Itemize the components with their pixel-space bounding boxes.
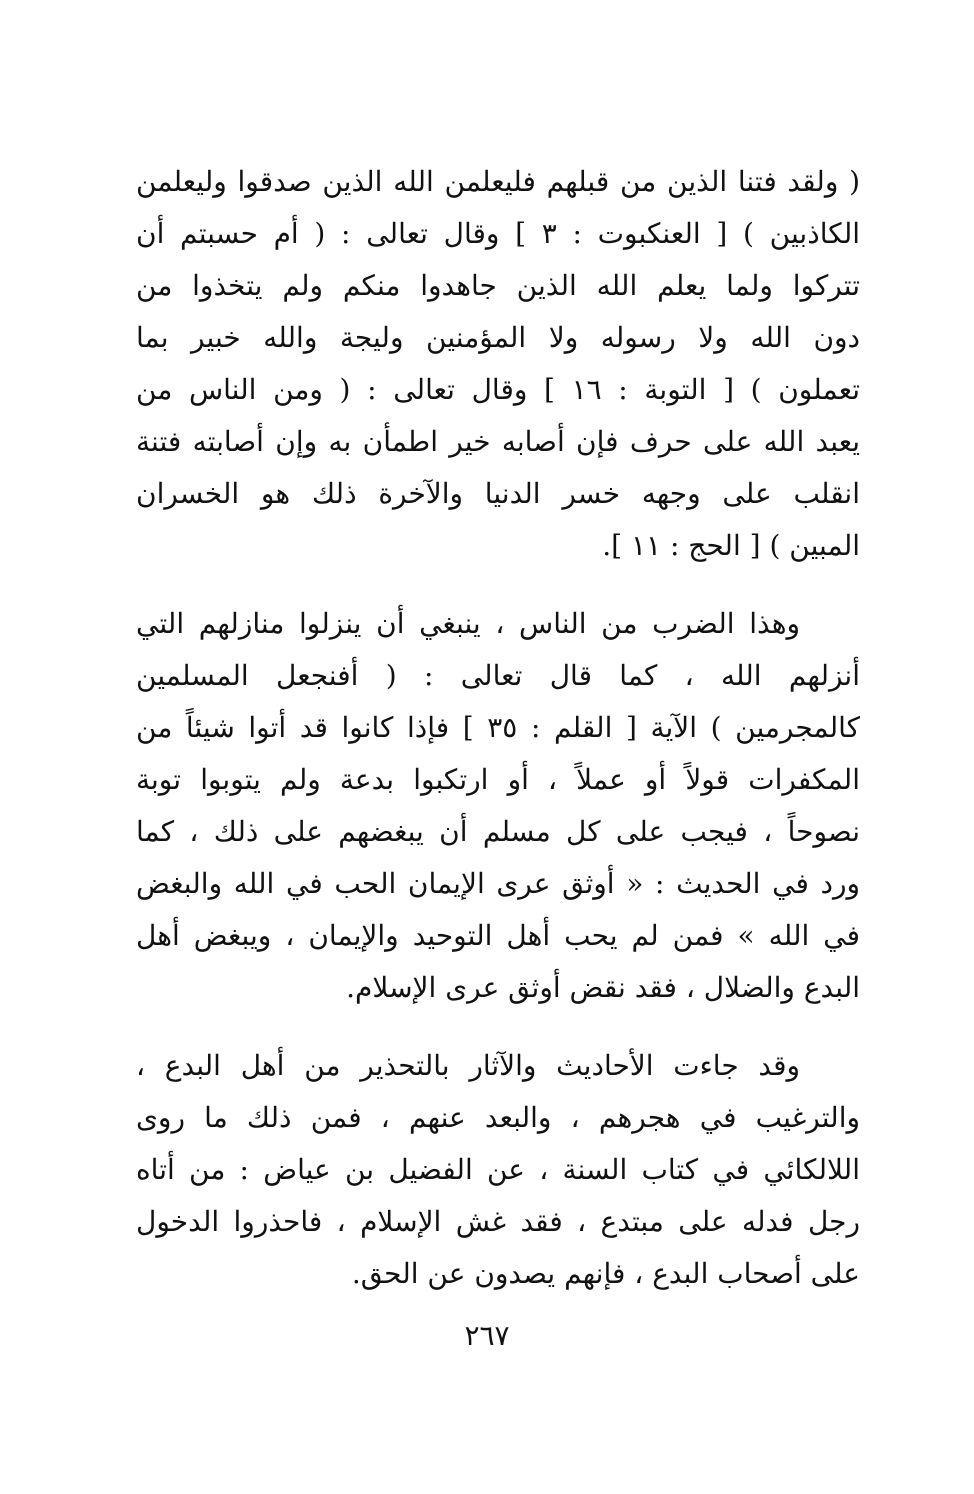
text-line: انقلب على وجهه خسر الدنيا والآخرة ذلك هو الخسران: [136, 477, 860, 510]
text-line: في الله » فمن لم يحب أهل التوحيد والإيمان ، ويبغض أهل: [136, 919, 860, 952]
text-line: تتركوا ولما يعلم الله الذين جاهدوا منكم ولم يتخذوا من: [136, 269, 860, 302]
text-line: كالمجرمين ) الآية [ القلم : ٣٥ ] فإذا كانوا قد أتوا شيئاً من: [136, 711, 860, 744]
text-line: المبين ) [ الحج : ١١ ].: [602, 529, 860, 562]
paragraph-warning-innovation: [136, 1040, 860, 1300]
text-line: اللالكائي في كتاب السنة ، عن الفضيل بن عياض : من أتاه: [136, 1153, 860, 1186]
text-line: ( ولقد فتنا الذين من قبلهم فليعلمن الله الذين صدقوا وليعلمن: [136, 165, 860, 198]
text-line: البدع والضلال ، فقد نقض أوثق عرى الإسلام.: [346, 971, 860, 1004]
paragraph-people-categories: [136, 598, 860, 1014]
text-line: الكاذبين ) [ العنكبوت : ٣ ] وقال تعالى : ( أم حسبتم أن: [136, 217, 860, 250]
text-line: دون الله ولا رسوله ولا المؤمنين وليجة والله خبير بما: [136, 321, 860, 354]
text-line: ورد في الحديث : « أوثق عرى الإيمان الحب في الله والبغض: [136, 867, 860, 900]
paragraph-quranic-verses: [136, 156, 860, 572]
text-line: والترغيب في هجرهم ، والبعد عنهم ، فمن ذلك ما روى: [136, 1101, 860, 1134]
text-line: رجل فدله على مبتدع ، فقد غش الإسلام ، فاحذروا الدخول: [136, 1205, 860, 1238]
text-line: تعملون ) [ التوبة : ١٦ ] وقال تعالى : ( ومن الناس من: [136, 373, 860, 406]
text-line: يعبد الله على حرف فإن أصابه خير اطمأن به وإن أصابته فتنة: [136, 425, 860, 458]
text-line: على أصحاب البدع ، فإنهم يصدون عن الحق.: [351, 1257, 860, 1290]
text-line: وقد جاءت الأحاديث والآثار بالتحذير من أهل البدع ،: [136, 1049, 800, 1082]
text-line: وهذا الضرب من الناس ، ينبغي أن ينزلوا منازلهم التي: [136, 607, 800, 640]
text-line: أنزلهم الله ، كما قال تعالى : ( أفنجعل المسلمين: [136, 659, 860, 692]
text-line: المكفرات قولاً أو عملاً ، أو ارتكبوا بدعة ولم يتوبوا توبة: [136, 763, 860, 796]
page-number: ٢٦٧: [464, 1319, 510, 1352]
text-line: نصوحاً ، فيجب على كل مسلم أن يبغضهم على ذلك ، كما: [136, 815, 860, 848]
